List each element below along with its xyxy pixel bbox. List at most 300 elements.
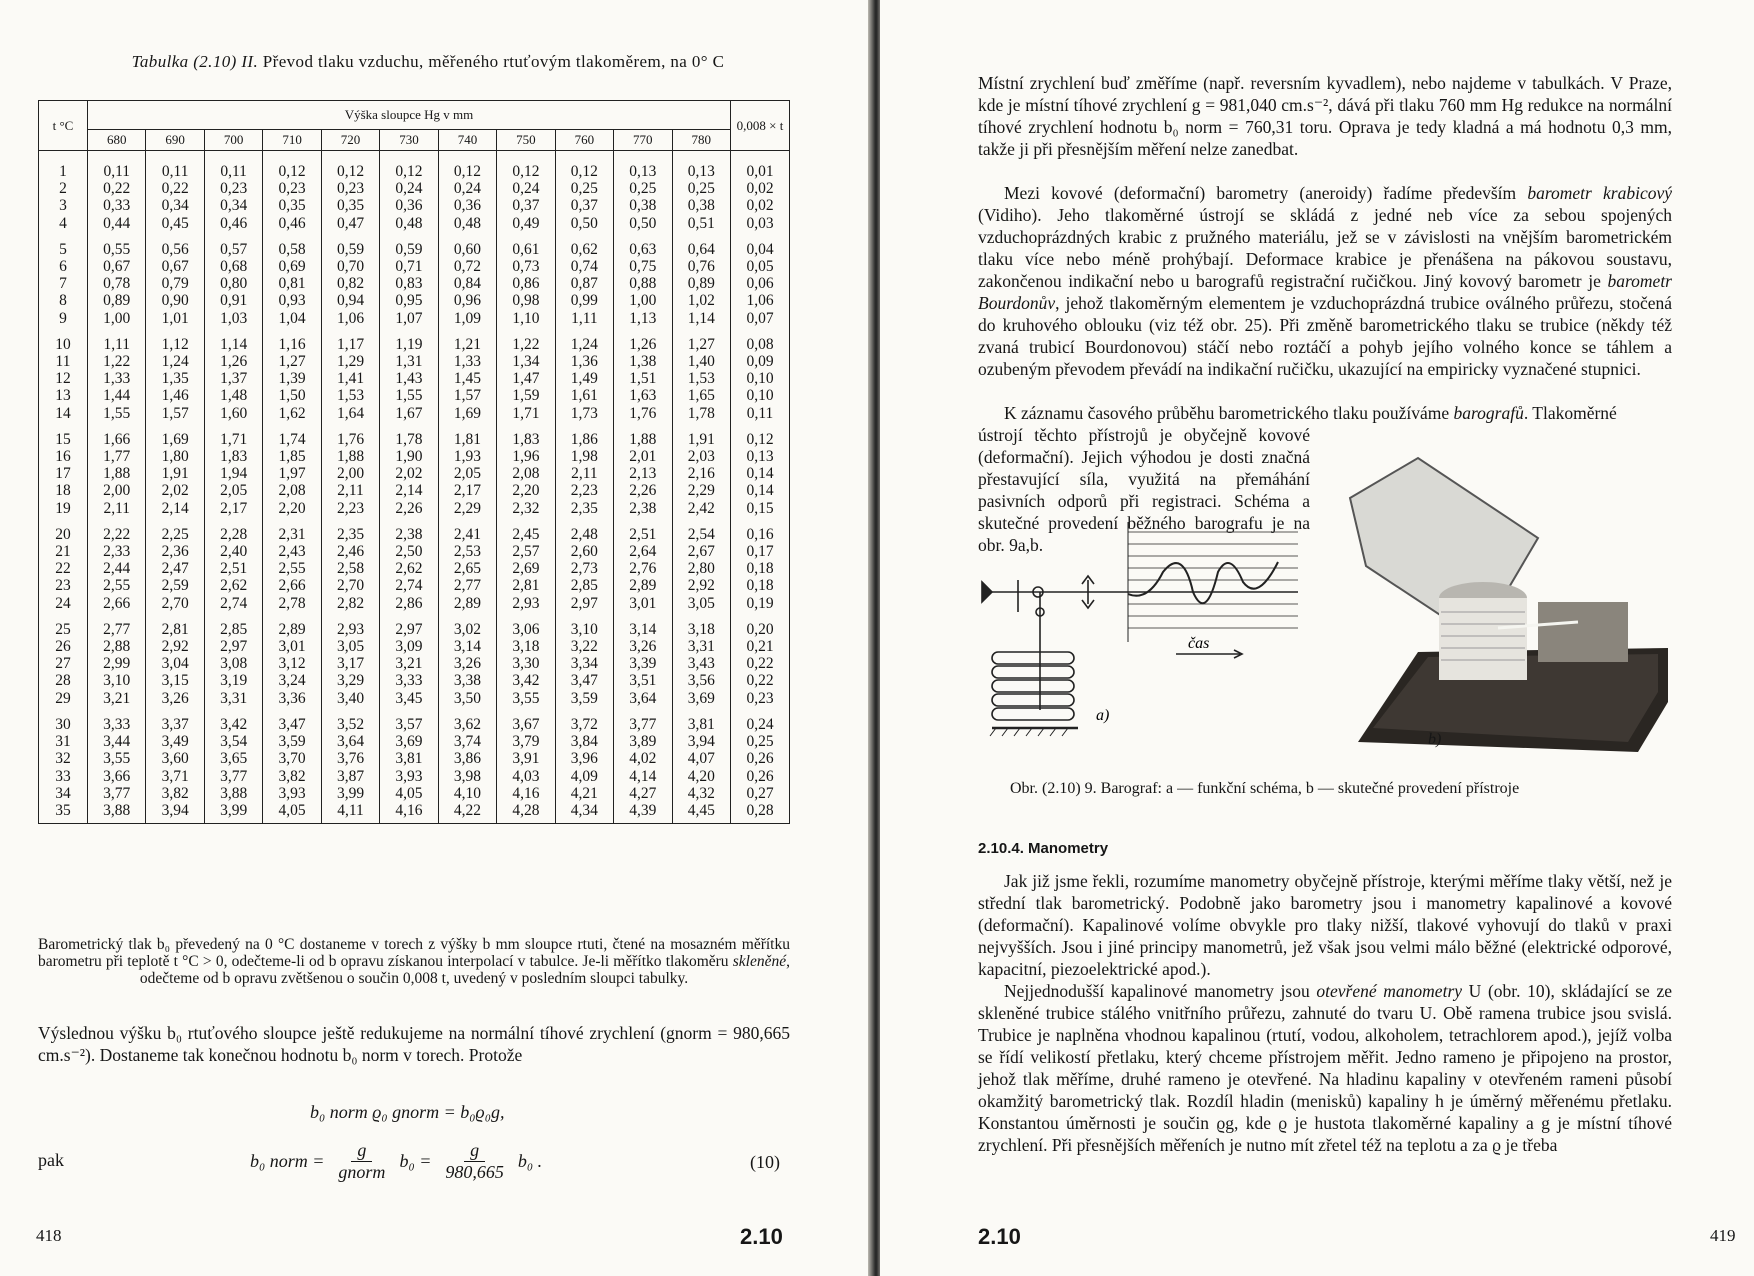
table-row-group (39, 151, 790, 234)
correction-cell (438, 424, 496, 519)
table-cell: 3,42 (512, 672, 540, 690)
table-cell: 1,40 (687, 353, 715, 371)
correction-cell (263, 234, 321, 329)
temperature-cell (39, 519, 88, 614)
table-cell: 2,29 (453, 499, 481, 517)
table-cell: 0,37 (512, 197, 540, 215)
table-cell: 22 (55, 560, 71, 578)
table-cell: 0,46 (278, 214, 306, 232)
table-cell: 0,46 (220, 214, 248, 232)
table-cell: 4,03 (512, 767, 540, 785)
table-cell: 0,51 (687, 214, 715, 232)
correction-cell (438, 329, 496, 424)
table-cell: 6 (59, 258, 67, 276)
table-cell: 0,12 (512, 163, 540, 180)
correction-cell (380, 151, 438, 234)
table-cell: 3,34 (570, 655, 598, 673)
table-cell: 2,32 (512, 499, 540, 517)
table-cell: 3,60 (161, 750, 189, 768)
table-cell: 4,07 (687, 750, 715, 768)
table-cell: 0,38 (629, 197, 657, 215)
table-cell: 3,55 (512, 689, 540, 707)
table-cell: 0,37 (570, 197, 598, 215)
table-cell: 4,02 (629, 750, 657, 768)
table-cell: 2,59 (161, 577, 189, 595)
table-cell: 13 (55, 387, 71, 405)
table-cell: 3,38 (453, 672, 481, 690)
table-cell: 1,98 (570, 448, 598, 466)
table-cell: 0,82 (336, 275, 365, 293)
table-cell: 3,99 (336, 784, 365, 802)
right-page (880, 0, 1754, 1276)
column-header: 700 (204, 130, 262, 151)
paragraph-aneroid (978, 182, 1672, 380)
table-cell: 1,02 (687, 292, 715, 310)
table-cell: 1,65 (687, 387, 715, 405)
table-cell: 0,91 (220, 292, 248, 310)
correction-cell (614, 709, 672, 824)
table-cell: 3,55 (103, 750, 131, 768)
correction-cell (321, 424, 379, 519)
table-cell: 3,69 (395, 733, 423, 751)
table-cell: 0,70 (336, 258, 365, 276)
table-cell: 0,93 (278, 292, 306, 310)
table-cell: 2,62 (220, 577, 248, 595)
table-cell: 1,46 (161, 387, 189, 405)
correction-cell (555, 709, 613, 824)
correction-cell (263, 709, 321, 824)
glass-correction-cell (731, 329, 790, 424)
eq2-den-1: gnorm (338, 1162, 386, 1182)
table-cell: 0,34 (161, 197, 189, 215)
table-cell: 2,43 (278, 543, 306, 561)
correction-cell (438, 151, 496, 234)
table-cell: 3,19 (220, 672, 248, 690)
table-cell: 1,24 (570, 335, 598, 353)
table-cell: 0,89 (687, 275, 715, 293)
page-number-left: 418 (36, 1226, 62, 1245)
table-cell: 3,40 (336, 689, 365, 707)
table-cell: 1,06 (336, 309, 365, 327)
table-cell: 2,77 (103, 620, 131, 638)
correction-cell (146, 151, 204, 234)
table-cell: 2,51 (220, 560, 248, 578)
table-cell: 2,25 (161, 525, 189, 543)
correction-cell (614, 234, 672, 329)
correction-cell (88, 614, 146, 709)
table-cell: 0,50 (629, 214, 657, 232)
table-row-group (39, 709, 790, 824)
table-cell: 0,59 (395, 240, 423, 258)
table-cell: 0,17 (746, 543, 774, 561)
table-cell: 3,36 (278, 689, 306, 707)
table-cell: 1,33 (453, 353, 481, 371)
table-cell: 0,68 (220, 258, 248, 276)
table-cell: 1,51 (629, 370, 657, 388)
column-header: 740 (438, 130, 496, 151)
table-cell: 1,76 (629, 404, 657, 422)
table-cell: 2,69 (512, 560, 540, 578)
table-cell: 1,50 (278, 387, 306, 405)
table-cell: 0,02 (746, 180, 774, 198)
label-b: b) (1428, 731, 1442, 748)
table-cell: 4,45 (687, 801, 715, 819)
table-cell: 2,88 (103, 638, 131, 656)
table-cell: 1,35 (161, 370, 189, 388)
equation-1: b₀ norm ϱ₀ gnorm = b₀ϱ₀g, (310, 1102, 505, 1122)
table-cell: 3,51 (629, 672, 657, 690)
table-cell: 0,09 (746, 353, 774, 371)
table-cell: 2,64 (629, 543, 657, 561)
table-cell: 1,01 (161, 309, 189, 327)
correction-cell (555, 329, 613, 424)
table-cell: 18 (55, 482, 71, 500)
column-header: 720 (321, 130, 379, 151)
p5-text-b: U (obr. 10), skládající se ze skleněné trubice stálého vnitřního průřezu, zahnuté do tvaru U. Obě ramena trubice jsou svislá. Trubice je naplněna vhodnou kapalinou (rtutí, vodou, alkoholem, tetrachlorem apod.), jejíž volba se řídí velikostí přetlaku, který chceme přístrojem měřit. Jedno rameno je připojeno na prostor, jehož tlak měříme, druhé rameno je otevřené. Na hladinu kapaliny v otevřeném rameni působí okamžitý barometrický tlak. Rozdíl hladin (menisků) kapaliny h je úměrný měřenému přetlaku. Konstantou úměrnosti je součin ϱg, kde ϱ je hustota tlakoměrné kapaliny a g je místní tíhové zrychlení. Při přesnějších měřeních je nutno mít zřetel též na teplotu a za ϱ je třeba (978, 981, 1673, 1155)
table-cell: 1,74 (278, 430, 306, 448)
table-cell: 34 (55, 784, 71, 802)
table-cell: 0,23 (220, 180, 248, 198)
paragraph-barograph-lead (978, 402, 1672, 424)
table-cell: 3,39 (629, 655, 657, 673)
table-cell: 2,20 (512, 482, 540, 500)
table-cell: 2,36 (161, 543, 189, 561)
table-caption-text: Převod tlaku vzduchu, měřeného rtuťovým tlakoměrem, na 0° C (262, 52, 725, 71)
p2-text-c: , jehož tlakoměrným elementem je vzduchoprázdná trubice oválného průřezu, stočená do kruhového oblouku (viz též obr. 25). Při změně barometrického tlaku se trubice (někdy též zvaná trubicí Bourdonovou) stáčí nebo roztáčí a pohyb jejího volného konce se táhlem a ozubeným převodem převádí na indikační ručičku, ukazující na empiricky vyznačené stupnici. (978, 293, 1672, 379)
paragraph-barograph-wrap: ústrojí těchto přístrojů je obyčejně kovové (deformační). Jejich výhodou je dosti značná přestavující síla, využitá na přemáhání pasivních odporů při registraci. Schéma a skutečné provedení běžného barografu je na obr. 9a,b. (978, 425, 1310, 555)
t-header: t °C (39, 101, 88, 151)
table-cell: 2,02 (161, 482, 189, 500)
table-cell: 21 (55, 543, 71, 561)
table-cell: 3,98 (453, 767, 481, 785)
table-cell: 0,12 (570, 163, 598, 180)
table-cell: 2,41 (453, 525, 481, 543)
table-cell: 8 (59, 292, 67, 310)
table-cell: 0,24 (395, 180, 423, 198)
table-cell: 1,27 (278, 353, 306, 371)
figure-barograph (978, 452, 1678, 772)
table-cell: 3,05 (687, 594, 715, 612)
table-cell: 2,20 (278, 499, 306, 517)
table-cell: 2,62 (395, 560, 423, 578)
table-cell: 0,96 (453, 292, 481, 310)
table-cell: 3,04 (161, 655, 189, 673)
table-cell: 3,42 (220, 715, 248, 733)
table-cell: 1,38 (629, 353, 657, 371)
table-cell: 2,47 (161, 560, 189, 578)
table-cell: 3,24 (278, 672, 306, 690)
column-header: 680 (88, 130, 146, 151)
table-cell: 2,38 (629, 499, 657, 517)
table-cell: 3,43 (687, 655, 715, 673)
table-cell: 0,98 (512, 292, 540, 310)
table-cell: 3,33 (395, 672, 423, 690)
table-cell: 0,67 (103, 258, 131, 276)
table-cell: 3,64 (629, 689, 657, 707)
table-cell: 2,55 (278, 560, 306, 578)
table-cell: 1,27 (687, 335, 715, 353)
p5-italic: otevřené manometry (1316, 981, 1463, 1001)
eq2-tail: b₀ . (517, 1151, 543, 1171)
table-cell: 0,64 (687, 240, 715, 258)
correction-cell (204, 519, 262, 614)
table-cell: 3,26 (161, 689, 189, 707)
correction-cell (380, 519, 438, 614)
aneroid-capsules (992, 652, 1074, 720)
table-cell: 0,21 (746, 638, 774, 656)
table-cell: 0,05 (746, 258, 774, 276)
table-cell: 0,23 (336, 180, 365, 198)
table-cell: 1,26 (220, 353, 248, 371)
table-cell: 3,10 (103, 672, 131, 690)
page-number-right: 419 (1710, 1226, 1736, 1245)
column-header: 780 (672, 130, 730, 151)
table-cell: 0,44 (103, 214, 131, 232)
equation-number: (10) (750, 1152, 780, 1172)
correction-cell (321, 519, 379, 614)
table-cell: 4,27 (629, 784, 657, 802)
table-cell: 0,03 (746, 214, 774, 232)
table-cell: 2,97 (220, 638, 248, 656)
eq2-num-1: g (351, 1140, 372, 1162)
correction-cell (672, 614, 730, 709)
table-cell: 3,96 (570, 750, 598, 768)
table-cell: 1,53 (687, 370, 715, 388)
table-cell: 0,01 (746, 163, 774, 180)
lever-tip (982, 582, 992, 602)
table-cell: 2,80 (687, 560, 715, 578)
table-cell: 0,22 (103, 180, 131, 198)
table-cell: 17 (55, 465, 71, 483)
table-cell: 0,19 (746, 594, 774, 612)
table-cell: 1,21 (453, 335, 481, 353)
correction-cell (263, 614, 321, 709)
table-cell: 2,55 (103, 577, 131, 595)
table-cell: 0,48 (395, 214, 423, 232)
correction-cell (146, 519, 204, 614)
table-cell: 0,67 (161, 258, 189, 276)
table-cell: 3,91 (512, 750, 540, 768)
table-cell: 0,57 (220, 240, 248, 258)
table-cell: 1,69 (161, 430, 189, 448)
table-cell: 0,14 (746, 465, 774, 483)
table-body (39, 151, 790, 824)
table-cell: 3,12 (278, 655, 306, 673)
table-cell: 0,13 (629, 163, 657, 180)
table-cell: 3,59 (278, 733, 306, 751)
table-cell: 0,11 (161, 163, 189, 180)
table-cell: 4,05 (278, 801, 306, 819)
correction-cell (380, 234, 438, 329)
table-cell: 3,99 (220, 801, 248, 819)
table-cell: 4,05 (395, 784, 423, 802)
table-cell: 7 (59, 275, 67, 293)
table-cell: 2,11 (103, 499, 130, 517)
table-cell: 1,24 (161, 353, 189, 371)
correction-cell (204, 234, 262, 329)
table-cell: 4,22 (453, 801, 481, 819)
table-cell: 3,57 (395, 715, 423, 733)
table-cell: 2,74 (220, 594, 248, 612)
note-italic: skleněné (732, 953, 787, 970)
correction-cell (438, 614, 496, 709)
column-header: 770 (614, 130, 672, 151)
table-cell: 3,94 (161, 801, 189, 819)
table-cell: 3,47 (570, 672, 598, 690)
table-cell: 3,89 (629, 733, 657, 751)
table-cell: 3,49 (161, 733, 189, 751)
correction-cell (88, 234, 146, 329)
table-cell: 3,21 (103, 689, 131, 707)
correction-cell (555, 424, 613, 519)
table-cell: 3,88 (103, 801, 131, 819)
table-cell: 0,26 (746, 750, 774, 768)
table-cell: 2,00 (336, 465, 365, 483)
table-cell: 3,30 (512, 655, 540, 673)
table-cell: 1,88 (336, 448, 365, 466)
table-cell: 2,26 (395, 499, 423, 517)
table-cell: 0,75 (629, 258, 657, 276)
table-cell: 1,49 (570, 370, 598, 388)
table-cell: 2,58 (336, 560, 365, 578)
figure-caption: Obr. (2.10) 9. Barograf: a — funkční schéma, b — skutečné provedení přístroje (1010, 780, 1520, 797)
table-cell: 1,67 (395, 404, 423, 422)
table-cell: 0,34 (220, 197, 248, 215)
table-cell: 0,76 (687, 258, 715, 276)
correction-cell (438, 234, 496, 329)
table-cell: 5 (59, 240, 67, 258)
table-cell: 1,78 (395, 430, 423, 448)
table-cell: 2,11 (571, 465, 598, 483)
table-cell: 0,06 (746, 275, 774, 293)
table-cell: 3,88 (220, 784, 248, 802)
table-cell: 2,23 (336, 499, 365, 517)
correction-cell (88, 709, 146, 824)
correction-cell (497, 614, 555, 709)
table-cell: 2,51 (629, 525, 657, 543)
table-cell: 2,50 (395, 543, 423, 561)
table-cell: 1,93 (453, 448, 481, 466)
table-cell: 1,36 (570, 353, 598, 371)
table-cell: 3,21 (395, 655, 423, 673)
table-cell: 23 (55, 577, 71, 595)
table-cell: 2,05 (453, 465, 481, 483)
table-cell: 3,76 (336, 750, 365, 768)
table-cell: 1,22 (512, 335, 540, 353)
table-row-group (39, 424, 790, 519)
table-cell: 3,15 (161, 672, 189, 690)
paragraph-u-manometer (978, 980, 1672, 1156)
column-header: 750 (497, 130, 555, 151)
correction-cell (614, 151, 672, 234)
table-cell: 1,73 (570, 404, 598, 422)
table-cell: 3,14 (629, 620, 657, 638)
table-cell: 0,94 (336, 292, 365, 310)
table-cell: 0,45 (161, 214, 189, 232)
left-paragraph: Výslednou výšku b₀ rtuťového sloupce ještě redukujeme na normální tíhové zrychlení (gnorm = 980,665 cm.s⁻²). Dostaneme tak konečnou hodnotu b₀ norm v torech. Protože (38, 1023, 790, 1065)
table-cell: 2,45 (512, 525, 540, 543)
table-cell: 1,83 (220, 448, 248, 466)
table-cell: 2,44 (103, 560, 131, 578)
correction-cell (497, 329, 555, 424)
table-cell: 3,33 (103, 715, 131, 733)
table-cell: 1,44 (103, 387, 131, 405)
table-cell: 3,82 (278, 767, 306, 785)
table-cell: 1,63 (629, 387, 657, 405)
table-cell: 0,83 (395, 275, 423, 293)
table-cell: 0,81 (278, 275, 306, 293)
table-cell: 3,06 (512, 620, 540, 638)
table-cell: 1,90 (395, 448, 423, 466)
table-cell: 1,07 (395, 309, 423, 327)
table-cell: 1,83 (512, 430, 540, 448)
table-cell: 1,55 (103, 404, 131, 422)
table-cell: 2,35 (336, 525, 365, 543)
table-cell: 29 (55, 689, 71, 707)
table-cell: 3,18 (512, 638, 540, 656)
table-cell: 0,59 (336, 240, 365, 258)
table-cell: 2,85 (570, 577, 598, 595)
glass-correction-cell (731, 709, 790, 824)
table-cell: 1,06 (746, 292, 774, 310)
table-cell: 0,10 (746, 370, 774, 388)
table-cell: 2,99 (103, 655, 131, 673)
correction-cell (263, 519, 321, 614)
table-cell: 2,14 (395, 482, 423, 500)
table-cell: 2,00 (103, 482, 131, 500)
table-cell: 0,35 (336, 197, 365, 215)
table-cell: 1,41 (336, 370, 365, 388)
table-cell: 28 (55, 672, 71, 690)
table-cell: 1,71 (512, 404, 540, 422)
table-cell: 3,31 (220, 689, 248, 707)
column-header: 730 (380, 130, 438, 151)
table-cell: 2,70 (336, 577, 365, 595)
correction-cell (614, 614, 672, 709)
table-cell: 3,08 (220, 655, 248, 673)
table-cell: 30 (55, 715, 71, 733)
table-cell: 1,31 (395, 353, 423, 371)
table-cell: 2,73 (570, 560, 598, 578)
table-cell: 3,81 (395, 750, 423, 768)
table-cell: 3,02 (453, 620, 481, 638)
table-cell: 19 (55, 499, 71, 517)
table-cell: 1,12 (161, 335, 189, 353)
table-cell: 1,37 (220, 370, 248, 388)
left-page (0, 0, 872, 1276)
table-cell: 0,49 (512, 214, 540, 232)
table-cell: 2,13 (629, 465, 657, 483)
table-cell: 0,28 (746, 801, 774, 819)
table-cell: 2,11 (337, 482, 364, 500)
table-cell: 0,73 (512, 258, 540, 276)
table-cell: 1,34 (512, 353, 540, 371)
correction-cell (497, 709, 555, 824)
table-cell: 2,01 (629, 448, 657, 466)
table-cell: 0,16 (746, 525, 774, 543)
table-cell: 1,11 (571, 309, 598, 327)
section-mark-right: 2.10 (978, 1224, 1021, 1249)
table-cell: 3,72 (570, 715, 598, 733)
temperature-cell (39, 151, 88, 234)
table-row-group (39, 234, 790, 329)
table-cell: 1,48 (220, 387, 248, 405)
correction-cell (88, 151, 146, 234)
table-cell: 3,50 (453, 689, 481, 707)
table-cell: 4,21 (570, 784, 598, 802)
table-cell: 1,45 (453, 370, 481, 388)
table-cell: 33 (55, 767, 71, 785)
